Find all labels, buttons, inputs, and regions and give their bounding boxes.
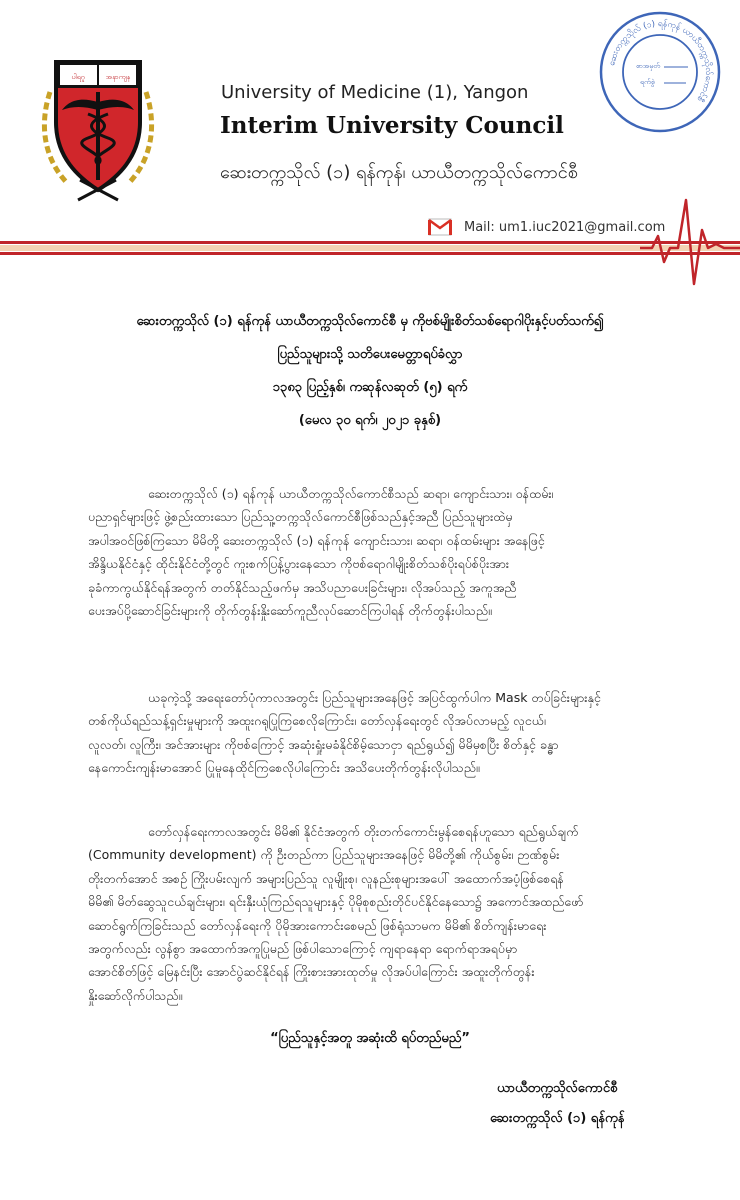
paragraph-line: နှိုးဆော်လိုက်ပါသည်။ xyxy=(88,987,183,1003)
paragraph-line: ဆောင်ရွက်ကြခြင်းသည် တော်လှန်ရေးကို ပိုမိုအားကောင်းစေမည် ဖြစ်ရုံသာမက မိမိ၏ စိတ်ကျန်းမာရေး xyxy=(88,917,547,933)
seal-line-1: စာအမှတ် xyxy=(636,62,661,70)
paragraph-line: (Community development) ကို ဦးတည်ကာ ပြည်သူများအနေဖြင့် မိမိတို့၏ ကိုယ်စွမ်း၊ ဉာဏ်စွမ်း xyxy=(88,847,560,863)
body-paragraph-3 xyxy=(88,820,648,1007)
contact-mail-row xyxy=(428,218,665,236)
paragraph-line: တစ်ကိုယ်ရည်သန့်ရှင်းမှုများကို အထူးဂရုပြုကြစေလိုကြောင်း၊ တော်လှန်ရေးတွင် လိုအပ်လာမည့် လူငယ်၊ xyxy=(88,713,546,729)
slogan: “ပြည်သူနှင့်အတူ အဆုံးထိ ရပ်တည်မည်” xyxy=(270,1031,470,1046)
council-seal-stamp xyxy=(598,10,722,134)
notice-title-line-1: ဆေးတက္ကသိုလ် (၁) ရန်ကုန် ယာယီတက္ကသိုလ်ကောင်စီ မှ ကိုဗစ်မျိုးစိတ်သစ်ရောဂါပိုးနှင့်ပတ်သက်၍ xyxy=(136,314,604,329)
contact-email[interactable]: Mail: um1.iuc2021@gmail.com xyxy=(464,219,666,235)
council-name: Interim University Council xyxy=(220,112,564,139)
university-name: University of Medicine (1), Yangon xyxy=(221,82,529,103)
paragraph-line: လူလတ်၊ လူကြီး၊ အင်အားများ ကိုဗစ်ကြောင့် အဆုံးရှုံးမခံနိုင်စိမ့်သောငှာ ရည်ရွယ်၍ မိမိမှစပြီး စိတ်နှင့် ခန္ဓာ xyxy=(88,736,559,752)
seal-line-2: ရက်စွဲ xyxy=(640,78,655,86)
crest-text-left: ပါရဂူ xyxy=(71,73,85,81)
seal-ring-text: ဆေးတက္ကသိုလ် (၁) ရန်ကုန် ယာယီတက္ကသိုလ်ကောင်စီ xyxy=(607,18,714,104)
signature-university: ဆေးတက္ကသိုလ် (၁) ရန်ကုန် xyxy=(490,1111,625,1126)
paragraph-line: ပညာရှင်များဖြင့် ဖွဲ့စည်းထားသော ပြည်သူ့တက္ကသိုလ်ကောင်စီဖြစ်သည်နှင့်အညီ ပြည်သူများထဲမှ xyxy=(88,509,513,525)
paragraph-line: ပေးအပ်ပို့ဆောင်ခြင်းများကို တိုက်တွန်းနှိုးဆော်ကူညီလုပ်ဆောင်ကြပါရန် တိုက်တွန်းပါသည်။ xyxy=(88,603,492,619)
paragraph-line: အတွက်လည်း လွန်စွာ အထောက်အကူပြုမည် ဖြစ်ပါသောကြောင့် ကျရာနေရာ ရောက်ရာအရပ်မှာ xyxy=(88,941,518,957)
university-crest-logo xyxy=(38,52,158,202)
paragraph-line: ဆေးတက္ကသိုလ် (၁) ရန်ကုန် ယာယီတက္ကသိုလ်ကောင်စီသည် ဆရာ၊ ကျောင်းသား၊ ဝန်ထမ်း၊ xyxy=(148,486,554,501)
gmail-icon xyxy=(428,218,452,236)
paragraph-line: ယခုကဲ့သို့ အရေးတော်ပုံကာလအတွင်း ပြည်သူများအနေဖြင့် အပြင်ထွက်ပါက Mask တပ်ခြင်းများနှင့် xyxy=(148,690,601,705)
notice-title-line-2: ပြည်သူများသို့ သတိပေးမေတ္တာရပ်ခံလွှာ xyxy=(277,347,463,362)
crest-text-right: အနာကျန xyxy=(105,73,131,81)
notice-date-myanmar: ၁၃၈၃ ပြည့်နှစ်၊ ကဆုန်လဆုတ် (၅) ရက် xyxy=(272,380,468,395)
heartbeat-ecg-graphic xyxy=(640,192,740,287)
signature-council: ယာယီတက္ကသိုလ်ကောင်စီ xyxy=(497,1081,618,1096)
paragraph-line: အောင်စိတ်ဖြင့် မြေနင်းပြီး အောင်ပွဲဆင်နိုင်ရန် ကြိုးစားအားထုတ်မှု လိုအပ်ပါကြောင်း အထူးတိုက်တွန်း xyxy=(88,964,535,980)
paragraph-line: ခုခံကာကွယ်နိုင်ရန်အတွက် တတ်နိုင်သည့်ဖက်မှ အသိပညာပေးခြင်းများ၊ လိုအပ်သည့် အကူအညီ xyxy=(88,579,517,595)
body-paragraph-1 xyxy=(88,482,648,622)
myanmar-council-title: ဆေးတက္ကသိုလ် (၁) ရန်ကုန်၊ ယာယီတက္ကသိုလ်ကောင်စီ xyxy=(220,162,578,183)
paragraph-line: နေကောင်းကျန်းမာအောင် ပြုမူနေထိုင်ကြစေလိုပါကြောင်း အသိပေးတိုက်တွန်းလိုပါသည်။ xyxy=(88,760,480,776)
paragraph-line: အပါအဝင်ဖြစ်ကြသော မိမိတို့ ဆေးတက္ကသိုလ် (၁) ရန်ကုန် ကျောင်းသား၊ ဆရာ၊ ဝန်ထမ်းများ အနေဖြင့် xyxy=(88,532,545,548)
svg-text:ဆေးတက္ကသိုလ် (၁) ရန်ကုန် ယာယီတ xyxy=(607,18,714,104)
paragraph-line: တိုးတက်အောင် အစဉ် ကြိုးပမ်းလျက် အများပြည်သူ လူမျိုးစု၊ လူနည်းစုများအပေါ် အထောက်အပံ့ဖြစ်စေရန် xyxy=(88,870,564,886)
paragraph-line: မိမိ၏ မိတ်ဆွေသူငယ်ချင်းများ၊ ရင်းနှီးယုံကြည်ရသူများနှင့် ပိုမိုစုစည်းတိုင်ပင်နိုင်နေသော၌ အကောင်အထည်ဖော် xyxy=(88,894,584,910)
header-divider-band xyxy=(0,241,740,255)
paragraph-line: တော်လှန်ရေးကာလအတွင်း မိမိ၏ နိုင်ငံအတွက် တိုးတက်ကောင်းမွန်စေရန်ဟူသော ရည်ရွယ်ချက် xyxy=(148,824,579,839)
paragraph-line: အိန္ဒိယနိုင်ငံနှင့် ထိုင်းနိုင်ငံတို့တွင် ကူးစက်ပြန့်ပွားနေသော ကိုဗစ်ရောဂါမျိုးစိတ်သစ်ပိုးရပ်စ်ပိုးအား xyxy=(88,556,510,572)
notice-date-gregorian: (မေလ ၃၀ ရက်၊ ၂၀၂၁ ခုနှစ်) xyxy=(298,413,442,428)
body-paragraph-2 xyxy=(88,686,648,780)
